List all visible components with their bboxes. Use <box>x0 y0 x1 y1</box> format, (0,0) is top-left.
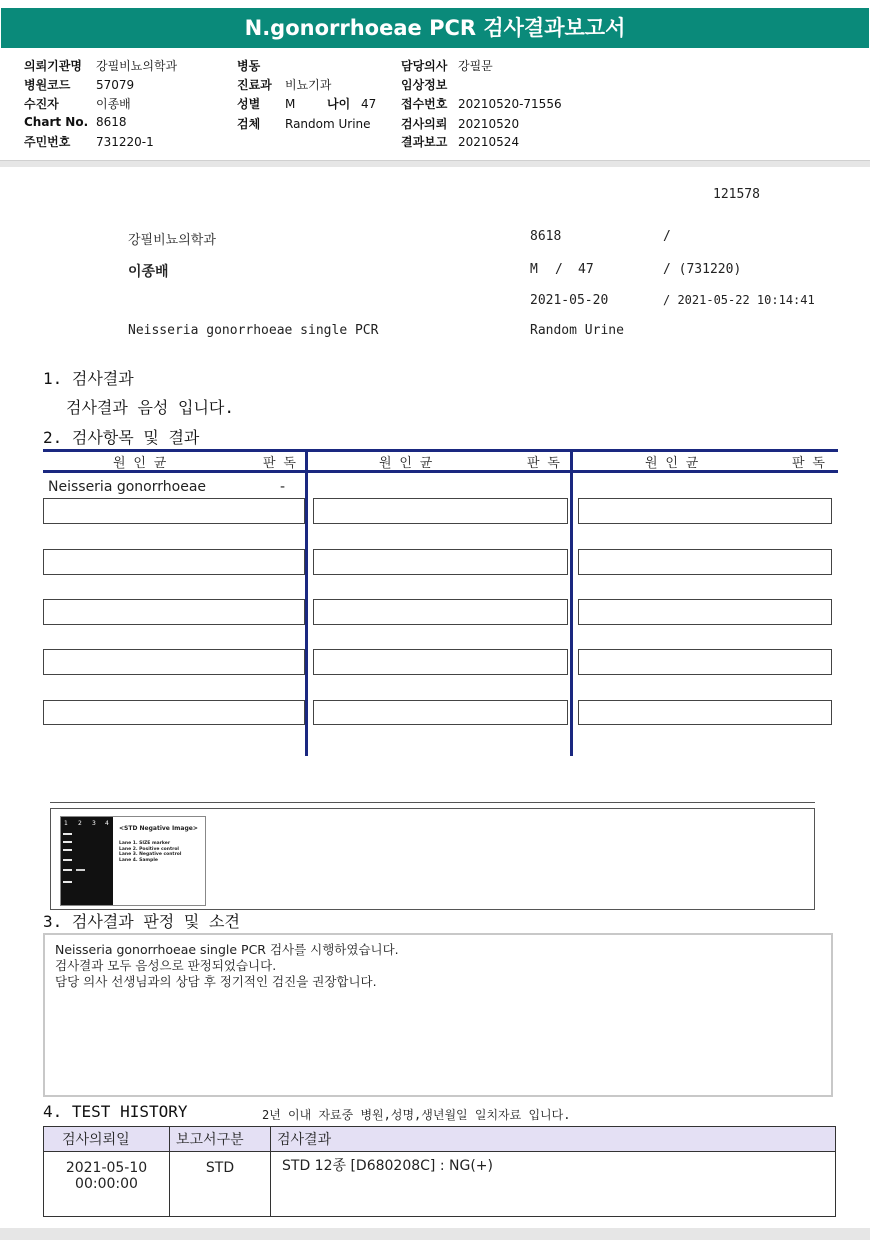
summary-date: 2021-05-20 <box>530 293 609 308</box>
test-item-name: Neisseria gonorrhoeae <box>48 479 207 495</box>
history-col-date: 검사의뢰일 <box>44 1127 170 1152</box>
gel-electrophoresis-image <box>61 817 113 905</box>
summary-sex-age-slash: / <box>555 262 563 277</box>
result-box <box>578 700 832 725</box>
header-resident-no: 주민번호 731220-1 <box>24 135 154 149</box>
result-box <box>578 599 832 625</box>
table-column-divider <box>305 449 308 756</box>
col-header-pathogen: 원 인 균 <box>113 456 167 471</box>
header-clinical-info: 임상정보 <box>401 78 448 92</box>
summary-test-name: Neisseria gonorrhoeae single PCR <box>128 323 379 338</box>
bottom-bar <box>0 1228 870 1240</box>
col-header-judgment: 판 독 <box>263 456 296 471</box>
result-box <box>578 649 832 675</box>
summary-age: 47 <box>578 262 594 277</box>
col-header-judgment: 판 독 <box>792 456 825 471</box>
history-date-cell <box>44 1152 170 1217</box>
gel-legend-item: Lane 2. Positive control <box>119 846 179 852</box>
col-header-pathogen: 원 인 균 <box>645 456 699 471</box>
gel-title: <STD Negative Image> <box>119 825 198 832</box>
history-result: STD 12종 [D680208C] : NG(+) <box>271 1152 836 1217</box>
summary-sex: M <box>530 262 538 277</box>
result-box <box>43 649 305 675</box>
header-institution: 의뢰기관명 강필비뇨의학과 <box>24 59 178 73</box>
result-box <box>43 700 305 725</box>
header-request-date: 검사의뢰 20210520 <box>401 117 520 131</box>
history-type: STD <box>170 1152 271 1217</box>
lane-number: 1 <box>64 820 68 827</box>
opinion-line: 담당 의사 선생님과의 상담 후 정기적인 검진을 권장합니다. <box>55 974 377 989</box>
result-box <box>43 549 305 575</box>
header-hospital-code: 병원코드 57079 <box>24 78 135 92</box>
gel-band <box>63 841 72 843</box>
gel-band <box>63 881 72 883</box>
summary-specimen: Random Urine <box>530 323 624 338</box>
summary-ssn: / (731220) <box>663 262 742 277</box>
history-table <box>43 1126 836 1217</box>
result-box <box>313 649 568 675</box>
gel-legend <box>119 841 181 863</box>
section4-heading: 4. TEST HISTORY <box>43 1102 188 1121</box>
header-dept: 진료과 비뇨기과 <box>237 78 332 92</box>
section1-heading: 1. 검사결과 <box>43 369 134 388</box>
history-time: 00:00:00 <box>75 1176 138 1192</box>
summary-slash: / <box>663 229 671 244</box>
report-title: N.gonorrhoeae PCR 검사결과보고서 <box>1 8 869 48</box>
gel-band <box>63 849 72 851</box>
gel-image-card <box>60 816 206 906</box>
lane-number: 2 <box>78 820 82 827</box>
section2-heading: 2. 검사항목 및 결과 <box>43 428 200 447</box>
summary-clinic: 강필비뇨의학과 <box>128 233 216 248</box>
report-id: 121578 <box>713 187 760 202</box>
gel-legend-item: Lane 4. Sample <box>119 857 158 863</box>
result-box <box>313 700 568 725</box>
header-ward: 병동 <box>237 59 261 73</box>
gel-separator <box>50 802 815 803</box>
result-box <box>578 498 832 524</box>
history-header-row <box>44 1127 836 1152</box>
opinion-line: 검사결과 모두 음성으로 판정되었습니다. <box>55 958 277 973</box>
history-note: 2년 이내 자료중 병원,성명,생년월일 일치자료 입니다. <box>262 1108 571 1122</box>
gel-band <box>63 859 72 861</box>
gel-legend-item: Lane 1. SIZE marker <box>119 841 171 846</box>
header-report-date: 결과보고 20210524 <box>401 135 520 149</box>
gel-band <box>63 833 72 835</box>
lane-number: 3 <box>92 820 96 827</box>
header-sex: 성별 M 나이 47 <box>237 97 377 111</box>
section3-heading: 3. 검사결과 판정 및 소견 <box>43 912 240 931</box>
gel-legend-item: Lane 3. Negative control <box>119 852 182 857</box>
history-col-type: 보고서구분 <box>170 1127 271 1152</box>
table-column-divider <box>570 449 573 756</box>
lane-number: 4 <box>105 820 109 827</box>
result-box <box>313 549 568 575</box>
col-header-pathogen: 원 인 균 <box>379 456 433 471</box>
header-receipt-no: 접수번호 20210520-71556 <box>401 97 562 111</box>
result-box <box>313 498 568 524</box>
result-box <box>43 498 305 524</box>
section1-result-text: 검사결과 음성 입니다. <box>66 398 235 417</box>
col-header-judgment: 판 독 <box>527 456 560 471</box>
table-row <box>44 1152 836 1217</box>
opinion-line: Neisseria gonorrhoeae single PCR 검사를 시행하였습니다. <box>55 942 399 957</box>
result-box <box>313 599 568 625</box>
summary-datetime: / 2021-05-22 10:14:41 <box>663 293 815 307</box>
header-chart-no: Chart No. 8618 <box>24 115 127 129</box>
header-doctor: 담당의사 강필문 <box>401 59 493 73</box>
summary-chart: 8618 <box>530 229 562 244</box>
header-specimen: 검체 Random Urine <box>237 117 371 131</box>
gel-band <box>76 869 85 871</box>
result-box <box>578 549 832 575</box>
header-separator <box>0 160 870 167</box>
history-date: 2021-05-10 <box>65 1160 148 1176</box>
summary-name: 이종배 <box>128 264 169 280</box>
header-examinee: 수진자 이종배 <box>24 97 131 111</box>
history-col-result: 검사결과 <box>271 1127 836 1152</box>
opinion-box <box>43 933 833 1097</box>
result-box <box>43 599 305 625</box>
test-item-result: - <box>280 479 286 495</box>
gel-band <box>63 869 72 871</box>
